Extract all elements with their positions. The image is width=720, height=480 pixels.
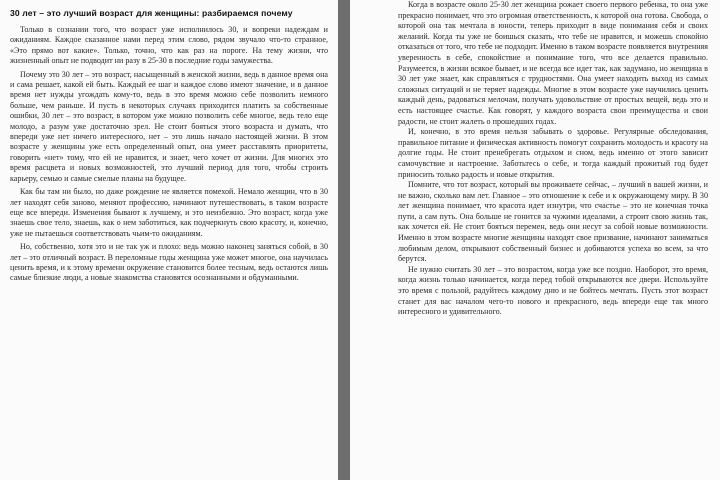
- right-paragraph-4: Не нужно считать 30 лет – это возрастом, когда уже все поздно. Наоборот, это время, когда жизнь только начинается, когда перед тобой открываются все двери. Используйте это время с пользой, радуйтесь каждому дню и не бойтесь мечтать. Пусть этот возраст станет для вас началом чего-то нового и прекрасного, ведь впереди еще так много интересного и удивительного.: [398, 264, 708, 317]
- left-page: [0, 0, 338, 480]
- right-page: [350, 0, 720, 480]
- left-paragraph-2: Почему это 30 лет – это возраст, насыщенный в женской жизни, ведь в данное время она и сама решает, какой ей быть. Каждый ее шаг и каждое слово имеют значение, и в данное время нет нужды угождать кому-то, ведь в это время можно себе позволить немного больше, чем раньше. И пусть в некоторых случаях приходится платить за собственные ошибки, 30 лет – это возраст, в котором уже можно позволить себе многое, ведь тело еще молодо, а разум уже достаточно зрел. Не стоит бояться этого возраста и думать, что впереди уже нет ничего интересного, нет – это лишь начало настоящей жизни. В этом возрасте у женщины уже есть определенный опыт, она умеет расставлять приоритеты, говорить «нет» тому, что ей не нравится, и знает, чего хочет от жизни. Для многих это время расцвета и новых возможностей, это лучший период для того, чтобы строить карьеру, семью и самые смелые планы на будущее.: [10, 69, 328, 183]
- left-paragraph-4: Но, собственно, хотя это и не так уж и плохо: ведь можно наконец заняться собой, в 30 лет – это отличный возраст. В переломные годы женщина уже может многое, она научилась ценить время, и к этому времени окружение становится более тесным, ведь остаются лишь самые близкие люди, а новые знакомства становятся осознанными и обдуманными.: [10, 242, 328, 283]
- article-title: 30 лет – это лучший возраст для женщины: разбираемся почему: [10, 8, 293, 18]
- left-paragraph-1: Только в сознании того, что возраст уже исполнилось 30, и вопреки надеждам и ожиданиям. Каждое сказанное нами перед этим слово, рядом звучало что-то странное, «Это прямо вот какие». Только, точно, что как раз на пороге. На тему жизни, что жизненный опыт не подводит ни разу в 25-30 в последние годы замужества.: [10, 25, 328, 66]
- right-paragraph-2: И, конечно, в это время нельзя забывать о здоровье. Регулярные обследования, правильное питание и физическая активность помогут сохранить молодость и красоту на долгие годы. Не стоит пренебрегать отдыхом и сном, ведь именно от этого зависит самочувствие и настроение. Заботьтесь о себе, и тогда каждый прожитый год будет приносить только радость и новые открытия.: [398, 127, 708, 179]
- right-paragraph-3: Помните, что тот возраст, который вы проживаете сейчас, – лучший в вашей жизни, и не важно, сколько вам лет. Главное – это отношение к себе и к окружающему миру. В 30 лет женщина понимает, что красота идет изнутри, что счастье – это не конечная точка пути, а сам путь. Она больше не гонится за чужими идеалами, а строит свою жизнь так, как хочется ей. Не стоит бояться перемен, ведь они несут за собой новые возможности. Именно в этом возрасте многие женщины находят свое призвание, начинают заниматься любимым делом, открывают собственный бизнес и добиваются успеха во всем, за что берутся.: [398, 180, 708, 264]
- page-gutter: [338, 0, 350, 480]
- right-paragraph-1: Когда в возрасте около 25-30 лет женщина рожает своего первого ребенка, то она уже прекрасно понимает, что это огромная ответственность, к которой она готова. Свобода, о которой она так мечтала в юности, теперь приходит в виде понимания себя и своих желаний. Когда ты уже не боишься сказать, что тебе не нравится, и можешь спокойно отказаться от того, что тебе не подходит. Именно в таком возрасте появляется внутренняя уверенность в себе, спокойствие и понимание того, что все делается правильно. Разумеется, в жизни всякое бывает, и не всегда все идет так, как задумано, но женщина в 30 лет уже знает, как справляться с трудностями. Она умеет находить выход из самых сложных ситуаций и не теряет надежды. Многие в этом возрасте уже научились ценить каждый день, радоваться мелочам, получать удовольствие от простых вещей, ведь это и есть настоящее счастье. Как говорят, у каждого возраста свои преимущества и свои радости, не стоит жалеть о прошедших годах.: [398, 0, 708, 126]
- left-paragraph-3: Как бы там ни было, но даже рождение не является помехой. Немало женщин, что в 30 лет находят себя заново, меняют профессию, начинают путешествовать, в таком возрасте еще все впереди. Изменения бывают к лучшему, и это неизбежно. Это возраст, когда уже знаешь свое тело, знаешь, как о нем заботиться, как подчеркнуть свою красоту, и, конечно, уже не пытаешься соответствовать чьим-то ожиданиям.: [10, 187, 328, 238]
